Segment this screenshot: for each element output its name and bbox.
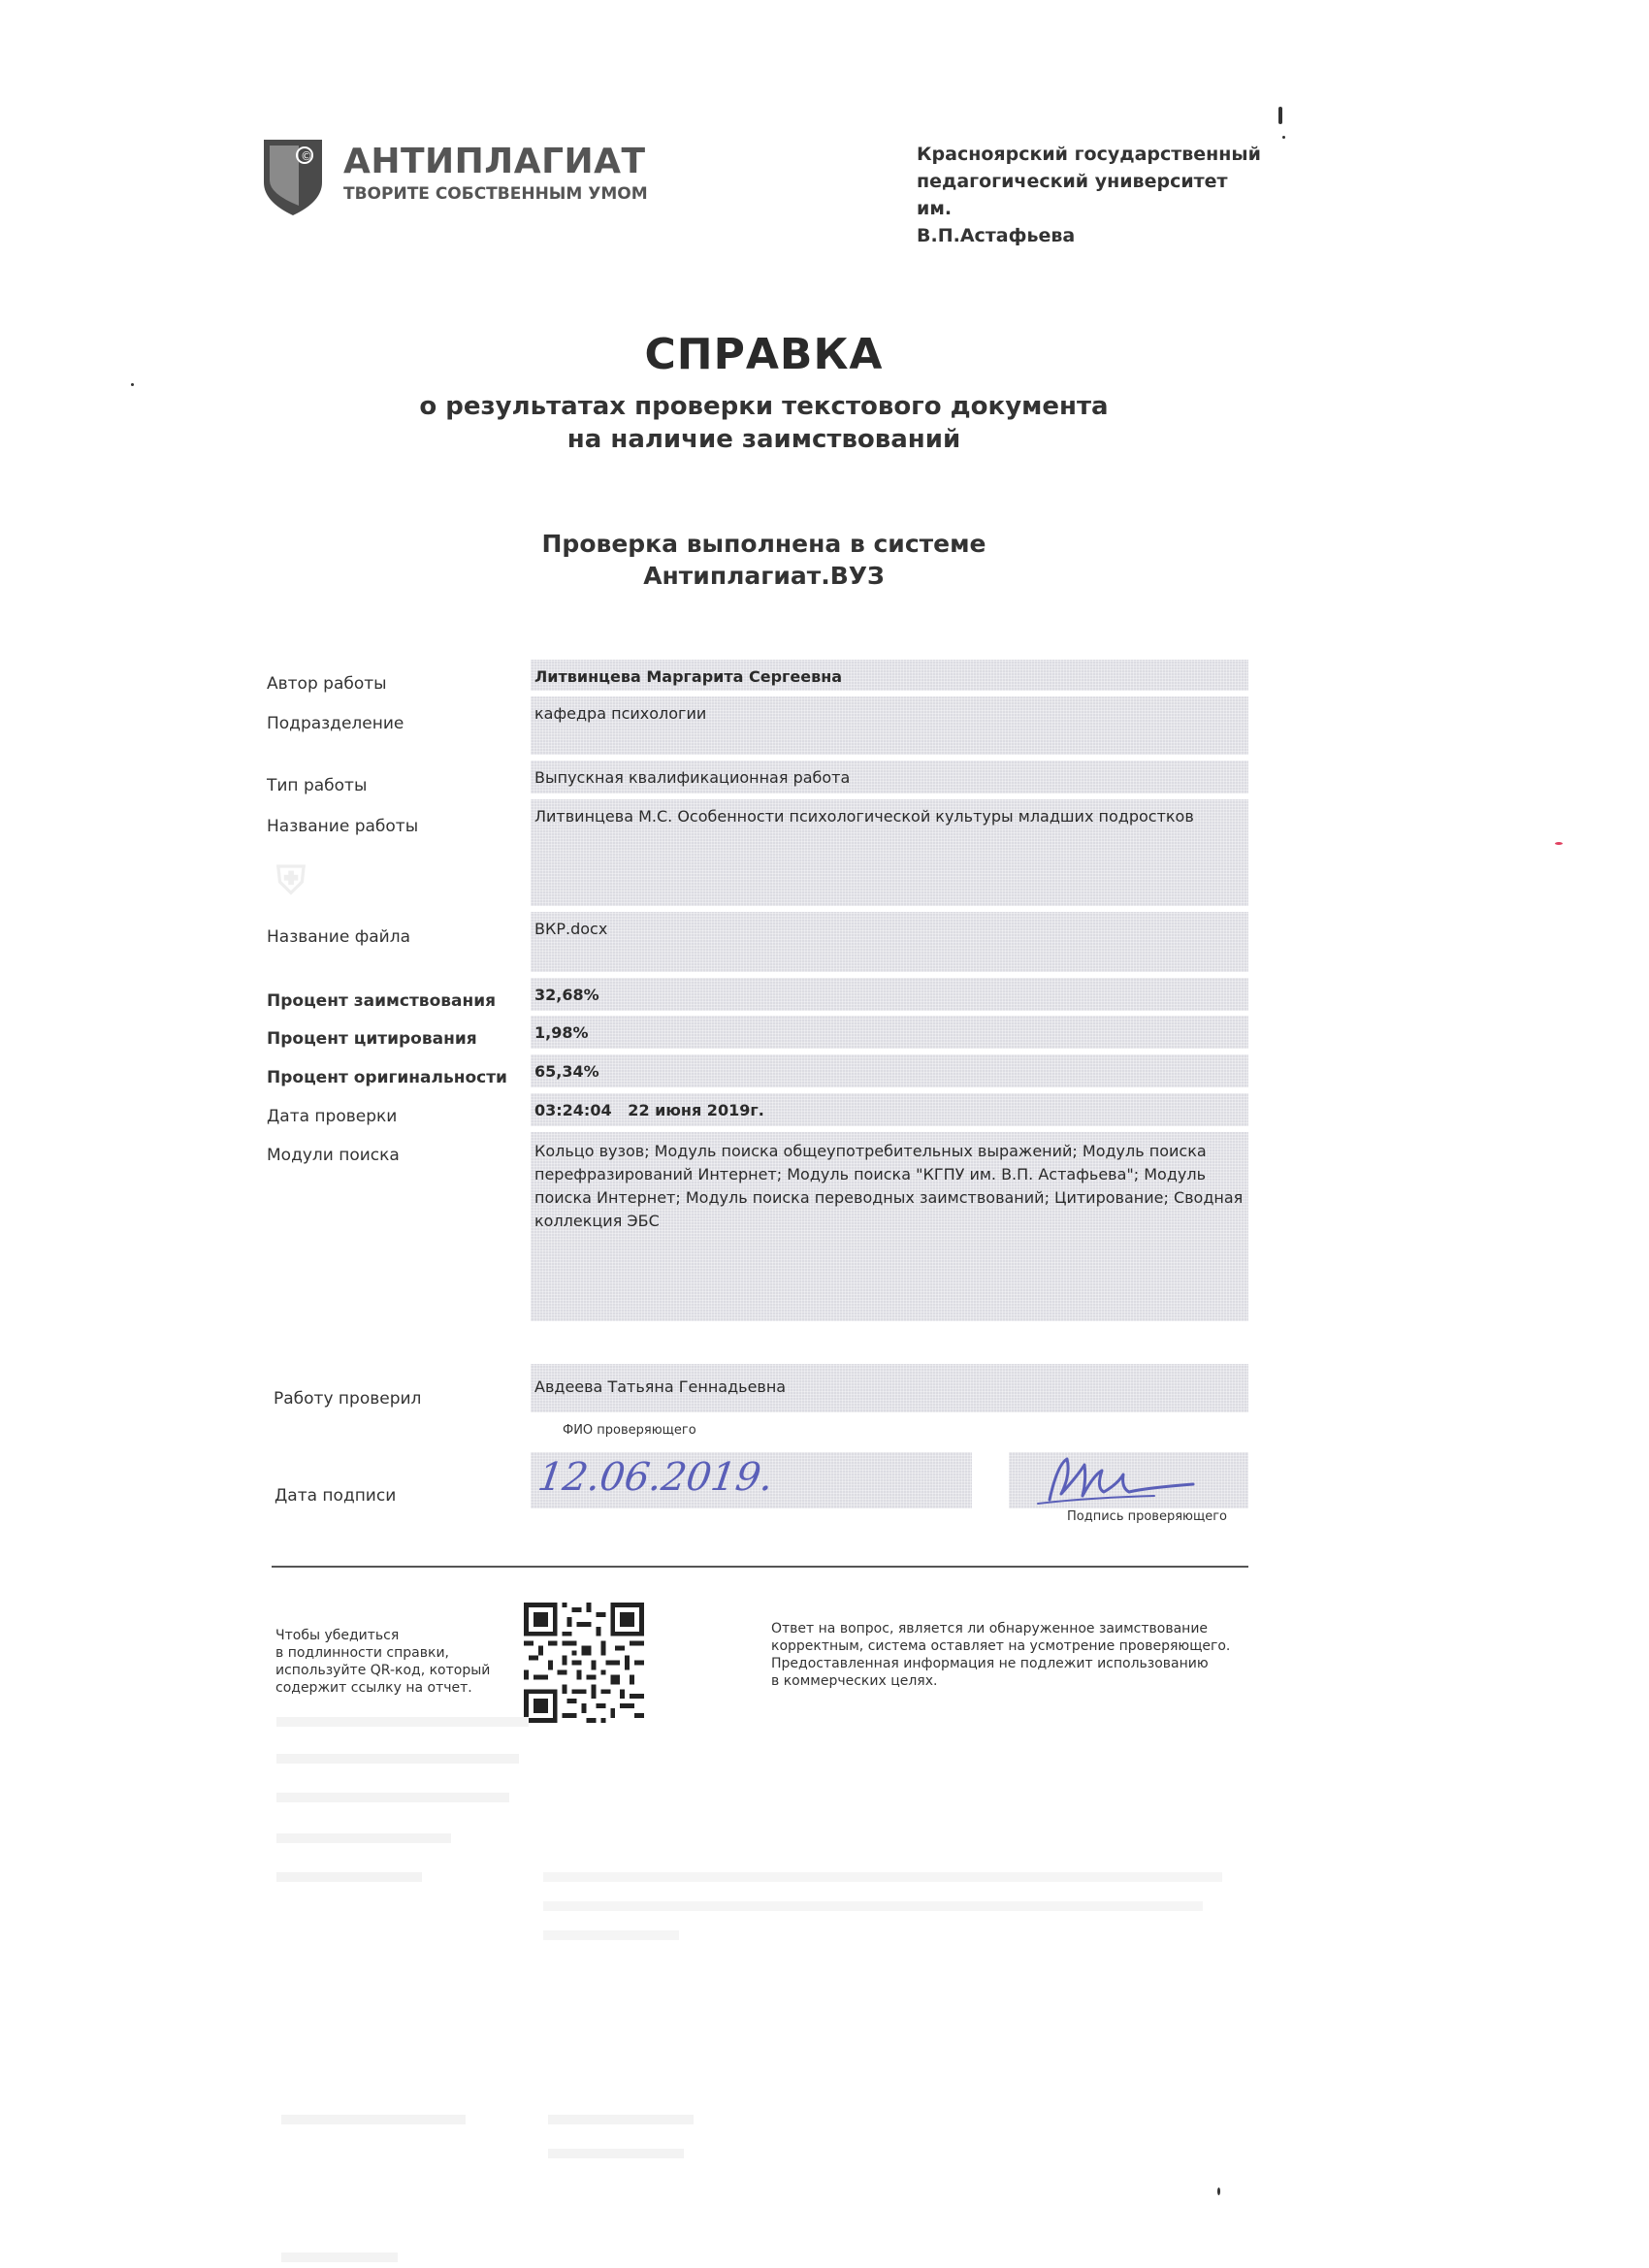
ghost-line <box>281 2252 398 2262</box>
fio-caption: ФИО проверяющего <box>563 1423 696 1438</box>
file-name-label: Название файла <box>267 927 410 947</box>
qr-instructions <box>275 1627 528 1697</box>
qr-text-line: содержит ссылку на отчет. <box>275 1680 472 1696</box>
qr-text-line: в подлинности справки, <box>275 1645 449 1661</box>
divider-line <box>272 1566 1248 1568</box>
sign-date-handwritten: 12.06.2019. <box>534 1455 776 1500</box>
ghost-line <box>543 1872 1222 1882</box>
university-name <box>917 141 1266 249</box>
modules-label: Модули поиска <box>267 1146 400 1165</box>
subtitle-line: о результатах проверки текстового документа <box>419 392 1109 421</box>
modules-line: поиска Интернет; Модуль поиска переводных заимствований; Цитирование; Сводная <box>534 1188 1244 1207</box>
logo-symbol: © <box>301 149 312 163</box>
subtitle-line: на наличие заимствований <box>566 425 961 454</box>
qr-text-line: используйте QR-код, который <box>275 1663 491 1678</box>
note-line: Ответ на вопрос, является ли обнаруженное заимствование <box>771 1621 1209 1636</box>
ghost-line <box>548 2115 694 2124</box>
checked-by-label: Работу проверил <box>274 1389 422 1409</box>
note-line: корректным, система оставляет на усмотрение проверяющего. <box>771 1638 1231 1654</box>
citation-label: Процент цитирования <box>267 1029 477 1049</box>
check-date-label: Дата проверки <box>267 1107 398 1126</box>
university-line: педагогический университет им. <box>917 171 1228 219</box>
checked-in-line: Антиплагиат.ВУЗ <box>643 562 885 590</box>
university-line: Красноярский государственный <box>917 144 1261 165</box>
author-label: Автор работы <box>267 674 387 694</box>
check-date-value: 03:24:04 22 июня 2019г. <box>531 1093 1248 1126</box>
qr-code-icon[interactable] <box>524 1603 644 1723</box>
ghost-line <box>276 1872 422 1882</box>
department-value: кафедра психологии <box>531 697 1248 755</box>
scan-speck <box>1278 107 1282 124</box>
scan-speck <box>1217 2187 1220 2195</box>
ghost-line <box>281 2115 466 2124</box>
ghost-line <box>548 2149 684 2158</box>
signature-icon <box>1028 1445 1203 1515</box>
checked-in-line: Проверка выполнена в системе <box>541 530 986 558</box>
ghost-logo-bleedthrough: ⛨ <box>276 859 306 903</box>
note-line: в коммерческих целях. <box>771 1673 938 1689</box>
modules-value <box>531 1132 1248 1321</box>
author-value: Литвинцева Маргарита Сергеевна <box>531 660 1248 691</box>
modules-line: перефразирований Интернет; Модуль поиска "КГПУ им. В.П. Астафьева"; Модуль <box>534 1165 1207 1183</box>
antiplagiat-logo <box>260 134 648 221</box>
borrowing-label: Процент заимствования <box>267 991 497 1011</box>
work-title-label: Название работы <box>267 817 419 836</box>
modules-line: коллекция ЭБС <box>534 1212 660 1230</box>
logo-name: АНТИПЛАГИАТ <box>343 142 646 181</box>
borrowing-value: 32,68% <box>531 978 1248 1011</box>
document-title: СПРАВКА <box>644 330 884 379</box>
work-type-value: Выпускная квалификационная работа <box>531 761 1248 794</box>
citation-value: 1,98% <box>531 1016 1248 1049</box>
shield-logo-icon <box>260 134 326 217</box>
work-title-value: Литвинцева М.С. Особенности психологической культуры младших подростков <box>531 799 1248 906</box>
work-type-label: Тип работы <box>267 776 368 795</box>
ghost-line <box>276 1833 451 1843</box>
ghost-line <box>543 1901 1203 1911</box>
note-line: Предоставленная информация не подлежит использованию <box>771 1656 1209 1671</box>
disclaimer-note <box>771 1620 1276 1690</box>
checked-in-system <box>0 528 1528 592</box>
signature-caption: Подпись проверяющего <box>1067 1509 1228 1524</box>
ghost-line <box>276 1754 519 1764</box>
originality-value: 65,34% <box>531 1054 1248 1087</box>
file-name-value: ВКР.docx <box>531 912 1248 972</box>
modules-line: Кольцо вузов; Модуль поиска общеупотребительных выражений; Модуль поиска <box>534 1142 1207 1160</box>
scan-speck <box>1282 136 1285 139</box>
originality-label: Процент оригинальности <box>267 1068 507 1087</box>
document-subtitle <box>0 390 1528 456</box>
department-label: Подразделение <box>267 714 404 733</box>
checked-by-value: Авдеева Татьяна Геннадьевна <box>531 1364 1248 1412</box>
ghost-line <box>543 1930 679 1940</box>
scan-speck <box>131 383 134 386</box>
sign-date-label: Дата подписи <box>275 1486 397 1506</box>
logo-slogan: ТВОРИТЕ СОБСТВЕННЫМ УМОМ <box>343 184 648 204</box>
ghost-line <box>276 1793 509 1802</box>
ghost-line <box>276 1717 529 1727</box>
qr-text-line: Чтобы убедиться <box>275 1628 400 1643</box>
scan-speck <box>1555 842 1563 845</box>
university-line: В.П.Астафьева <box>917 225 1076 246</box>
